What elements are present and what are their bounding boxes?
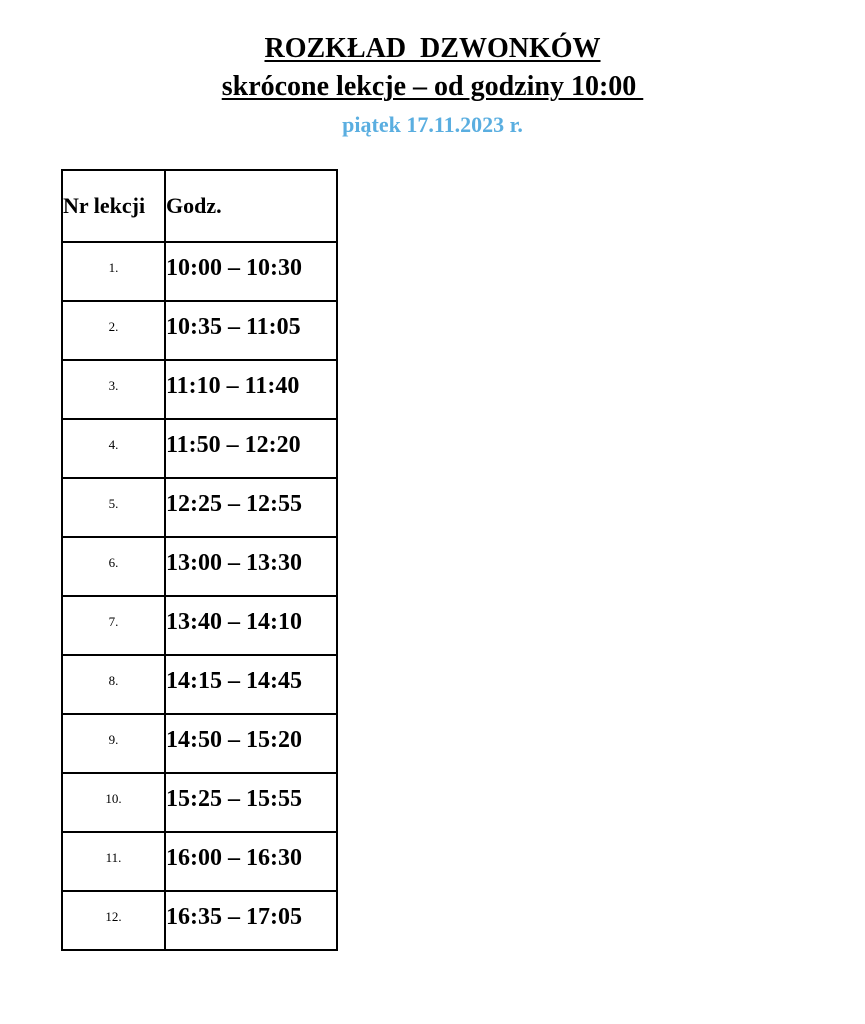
bell-schedule-table [61,169,338,951]
lesson-number-cell [62,773,165,832]
lesson-number-cell [62,478,165,537]
document-header [0,30,865,142]
lesson-number-cell [62,419,165,478]
table-row [62,773,337,832]
lesson-number: 9. [108,731,119,747]
lesson-hours: 16:00 – 16:30 [166,845,302,871]
lesson-number-cell [62,596,165,655]
lesson-hours-cell [165,773,337,832]
lesson-number-cell [62,301,165,360]
page-title: ROZKŁAD DZWONKÓW [264,33,601,64]
lesson-hours-cell [165,832,337,891]
lesson-hours-cell [165,242,337,301]
lesson-hours: 10:00 – 10:30 [166,255,302,281]
lesson-number-cell [62,537,165,596]
lesson-hours: 11:10 – 11:40 [166,373,300,399]
lesson-number: 1. [108,259,119,275]
column-header-lesson-number: Nr lekcji [62,170,165,242]
lesson-number: 7. [108,613,119,629]
lesson-number: 10. [105,790,122,806]
table-row [62,242,337,301]
lesson-number-cell [62,242,165,301]
lesson-hours: 12:25 – 12:55 [166,491,302,517]
table-row [62,714,337,773]
lesson-number-cell [62,360,165,419]
lesson-number: 5. [108,495,119,511]
lesson-hours-cell [165,360,337,419]
lesson-hours: 14:15 – 14:45 [166,668,302,694]
table-header-row [62,170,337,242]
table-row [62,360,337,419]
lesson-hours-cell [165,478,337,537]
table-row [62,478,337,537]
lesson-hours: 10:35 – 11:05 [166,314,301,340]
table-body [62,242,337,950]
lesson-hours-cell [165,419,337,478]
lesson-number-cell [62,655,165,714]
lesson-number: 4. [108,436,119,452]
lesson-hours: 13:40 – 14:10 [166,609,302,635]
table-row [62,891,337,950]
table-row [62,537,337,596]
lesson-hours-cell [165,714,337,773]
lesson-number-cell [62,832,165,891]
lesson-hours-cell [165,891,337,950]
lesson-hours-cell [165,655,337,714]
lesson-hours: 14:50 – 15:20 [166,727,302,753]
lesson-hours: 16:35 – 17:05 [166,904,302,930]
lesson-number: 12. [105,908,122,924]
lesson-number: 11. [105,849,122,865]
lesson-number-cell [62,714,165,773]
page-subtitle: skrócone lekcje – od godziny 10:00 [221,71,644,102]
schedule-date: piątek 17.11.2023 r. [342,112,523,137]
lesson-hours: 13:00 – 13:30 [166,550,302,576]
column-header-hours: Godz. [165,170,337,242]
table-row [62,596,337,655]
lesson-hours-cell [165,301,337,360]
lesson-number-cell [62,891,165,950]
table-row [62,419,337,478]
lesson-number: 2. [108,318,119,334]
lesson-number: 6. [108,554,119,570]
table-row [62,301,337,360]
table-row [62,655,337,714]
lesson-hours: 11:50 – 12:20 [166,432,301,458]
lesson-hours-cell [165,537,337,596]
table-row [62,832,337,891]
lesson-number: 3. [108,377,119,393]
lesson-hours: 15:25 – 15:55 [166,786,302,812]
lesson-number: 8. [108,672,119,688]
lesson-hours-cell [165,596,337,655]
